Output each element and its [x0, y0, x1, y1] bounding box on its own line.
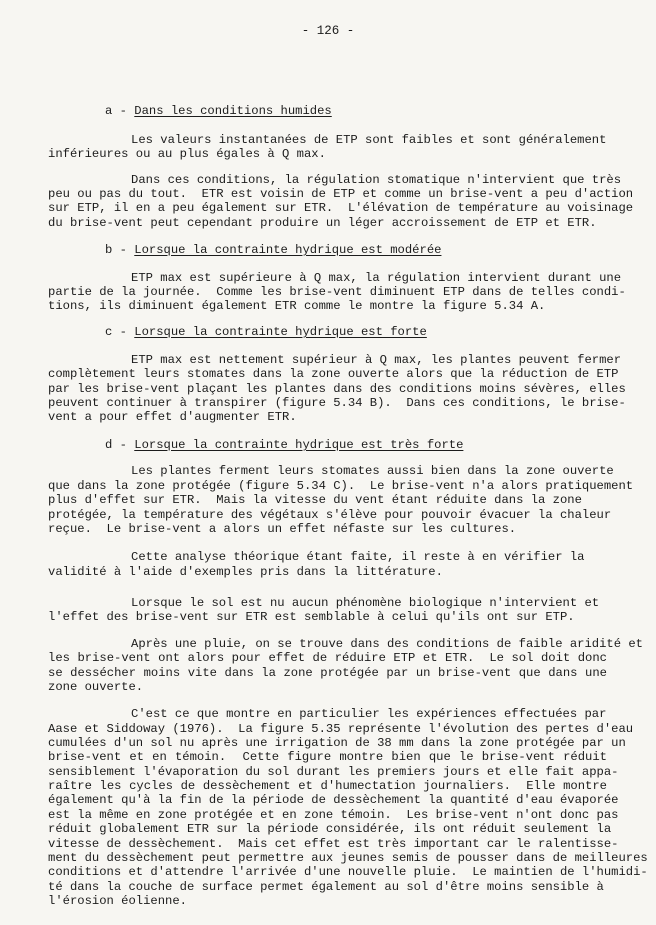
text-line: l'effet des brise-vent sur ETR est semblable à celui qu'ils ont sur ETP.: [48, 610, 575, 624]
text-line: complètement leurs stomates dans la zone ouverte alors que la réduction de ETP: [48, 367, 619, 381]
text-line: tions, ils diminuent également ETR comme le montre la figure 5.34 A.: [48, 299, 546, 313]
text-line: validité à l'aide d'exemples pris dans la littérature.: [48, 565, 443, 579]
section-b-heading: [105, 243, 441, 258]
text-line: vent a pour effet d'augmenter ETR.: [48, 410, 297, 424]
text-line: les brise-vent ont alors pour effet de réduire ETP et ETR. Le sol doit donc: [48, 651, 607, 665]
section-d-marker: d -: [105, 438, 135, 452]
text-line: que dans la zone protégée (figure 5.34 C). Le brise-vent n'a alors pratiquement: [48, 479, 634, 493]
text-line: peuvent continuer à transpirer (figure 5.34 B). Dans ces conditions, le brise-: [48, 396, 626, 410]
section-c-marker: c -: [105, 325, 135, 339]
text-line: sur ETP, il en a peu également sur ETR. L'élévation de température au voisinage: [48, 201, 634, 215]
text-line: conditions et d'attendre l'arrivée d'une nouvelle pluie. Le maintien de l'humidi-: [48, 865, 648, 879]
text-line: partie de la journée. Comme les brise-vent diminuent ETP dans de telles condi-: [48, 285, 626, 299]
text-line: reçue. Le brise-vent a alors un effet néfaste sur les cultures.: [48, 522, 517, 536]
text-line: zone ouverte.: [48, 680, 144, 694]
text-line: inférieures ou au plus égales à Q max.: [48, 147, 326, 161]
section-a-marker: a -: [105, 104, 135, 118]
text-line: ment du dessèchement peut permettre aux jeunes semis de pousser dans de meilleures: [48, 851, 648, 865]
text-line: Dans ces conditions, la régulation stomatique n'intervient que très: [131, 173, 622, 187]
text-line: Lorsque le sol est nu aucun phénomène biologique n'intervient et: [131, 596, 600, 610]
text-line: est la même en zone protégée et en zone témoin. Les brise-vent n'ont donc pas: [48, 808, 619, 822]
text-line: l'érosion éolienne.: [48, 894, 187, 908]
text-line: ETP max est nettement supérieur à Q max, les plantes peuvent fermer: [131, 353, 622, 367]
text-line: raître les cycles de dessèchement et d'humectation journaliers. Elle montre: [48, 779, 607, 793]
text-line: Après une pluie, on se trouve dans des conditions de faible aridité et: [131, 637, 643, 651]
text-line: par les brise-vent plaçant les plantes dans des conditions moins sévères, elles: [48, 382, 626, 396]
section-a-heading: [105, 104, 332, 119]
text-line: du brise-vent peut cependant produire un léger accroissement de ETP et ETR.: [48, 216, 597, 230]
text-line: ETP max est supérieure à Q max, la régulation intervient durant une: [131, 271, 622, 285]
section-b-marker: b -: [105, 243, 135, 257]
text-line: protégée, la température des végétaux s'élève pour pouvoir évacuer la chaleur: [48, 508, 612, 522]
text-line: également qu'à la fin de la période de dessèchement la quantité d'eau évaporée: [48, 793, 619, 807]
text-line: té dans la couche de surface permet également au sol d'être moins sensible à: [48, 880, 604, 894]
page-number: - 126 -: [301, 24, 355, 38]
section-b-heading-text: Lorsque la contrainte hydrique est modérée: [134, 243, 442, 257]
section-c-heading-text: Lorsque la contrainte hydrique est forte: [134, 325, 427, 339]
text-line: Les valeurs instantanées de ETP sont faibles et sont généralement: [131, 133, 607, 147]
section-c-heading: [105, 325, 427, 340]
text-line: Les plantes ferment leurs stomates aussi bien dans la zone ouverte: [131, 464, 614, 478]
text-line: peu ou pas du tout. ETR est voisin de ETP et comme un brise-vent a peu d'action: [48, 187, 634, 201]
text-line: brise-vent et en témoin. Cette figure montre bien que le brise-vent réduit: [48, 750, 607, 764]
text-line: plus d'effet sur ETR. Mais la vitesse du vent étant réduite dans la zone: [48, 493, 582, 507]
text-line: C'est ce que montre en particulier les expériences effectuées par: [131, 707, 607, 721]
text-line: vitesse de dessèchement. Mais cet effet est très important car le ralentisse-: [48, 837, 619, 851]
text-line: Cette analyse théorique étant faite, il reste à en vérifier la: [131, 550, 585, 564]
section-d-heading-text: Lorsque la contrainte hydrique est très forte: [134, 438, 464, 452]
text-line: se dessécher moins vite dans la zone protégée par un brise-vent que dans une: [48, 666, 607, 680]
text-line: réduit globalement ETR sur la période considérée, ils ont réduit seulement la: [48, 822, 612, 836]
section-a-heading-text: Dans les conditions humides: [134, 104, 332, 118]
text-line: cumulées d'un sol nu après une irrigation de 38 mm dans la zone protégée par un: [48, 736, 626, 750]
text-line: Aase et Siddoway (1976). La figure 5.35 représente l'évolution des pertes d'eau: [48, 722, 634, 736]
section-d-heading: [105, 438, 463, 453]
text-line: sensiblement l'évaporation du sol durant les premiers jours et elle fait appa-: [48, 765, 619, 779]
